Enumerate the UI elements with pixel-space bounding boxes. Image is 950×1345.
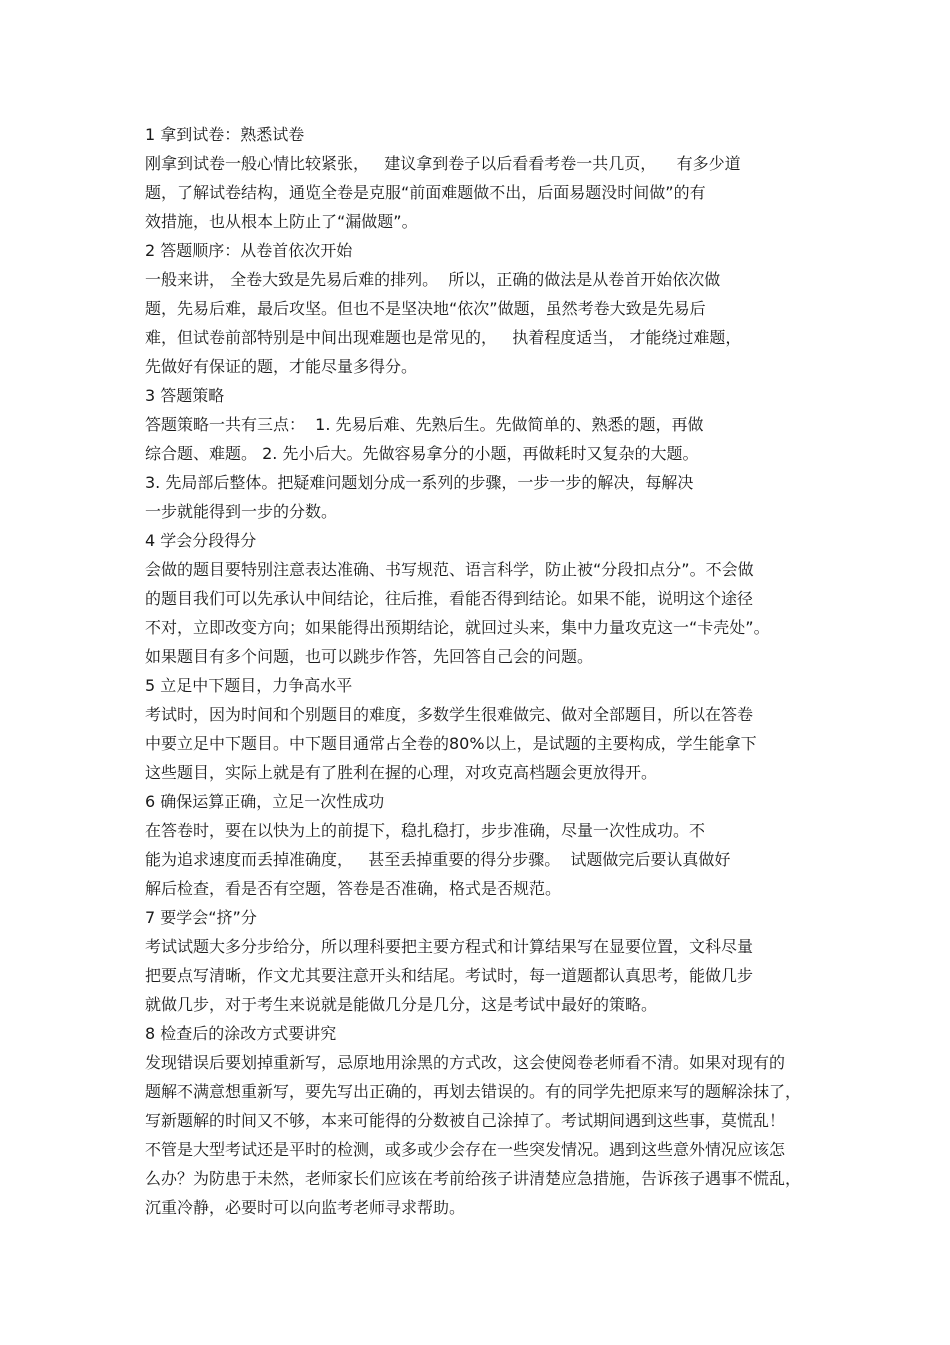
paragraph-line: 不管是大型考试还是平时的检测，或多或少会存在一些突发情况。遇到这些意外情况应该怎 [145,1140,786,1159]
paragraph-line: 题，了解试卷结构，通览全卷是克服“前面难题做不出，后面易题没时间做”的有 [145,183,706,202]
section-heading-4: 4 学会分段得分 [145,531,257,550]
paragraph-line: 的题目我们可以先承认中间结论，往后推，看能否得到结论。如果不能，说明这个途径 [145,589,754,608]
paragraph-line: 答题策略一共有三点： 1. 先易后难、先熟后生。先做简单的、熟悉的题，再做 [145,415,704,434]
section-heading-1: 1 拿到试卷：熟悉试卷 [145,125,305,144]
paragraph-line: 一般来讲， 全卷大致是先易后难的排列。 所以，正确的做法是从卷首开始依次做 [145,270,721,289]
paragraph-line: 中要立足中下题目。中下题目通常占全卷的80%以上，是试题的主要构成，学生能拿下 [145,734,757,753]
paragraph-line: 3. 先局部后整体。把疑难问题划分成一系列的步骤，一步一步的解决，每解决 [145,473,694,492]
paragraph-line: 刚拿到试卷一般心情比较紧张， 建议拿到卷子以后看看考卷一共几页， 有多少道 [145,154,741,173]
section-heading-3: 3 答题策略 [145,386,225,405]
paragraph-line: 考试时，因为时间和个别题目的难度，多数学生很难做完、做对全部题目，所以在答卷 [145,705,754,724]
paragraph-line: 考试试题大多分步给分，所以理科要把主要方程式和计算结果写在显要位置，文科尽量 [145,937,754,956]
paragraph-line: 不对，立即改变方向；如果能得出预期结论，就回过头来，集中力量攻克这一“卡壳处”。 [145,618,770,637]
paragraph-line: 题解不满意想重新写，要先写出正确的，再划去错误的。有的同学先把原来写的题解涂抹了， [145,1082,802,1101]
paragraph-line: 把要点写清晰，作文尤其要注意开头和结尾。考试时，每一道题都认真思考，能做几步 [145,966,754,985]
paragraph-line: 写新题解的时间又不够，本来可能得的分数被自己涂掉了。考试期间遇到这些事，莫慌乱！ [145,1111,786,1130]
paragraph-line: 先做好有保证的题，才能尽量多得分。 [145,357,418,376]
paragraph-line: 会做的题目要特别注意表达准确、书写规范、语言科学，防止被“分段扣点分”。不会做 [145,560,754,579]
paragraph-line: 这些题目，实际上就是有了胜利在握的心理，对攻克高档题会更放得开。 [145,763,658,782]
paragraph-line: 综合题、难题。 2. 先小后大。先做容易拿分的小题，再做耗时又复杂的大题。 [145,444,699,463]
paragraph-line: 能为追求速度而丢掉准确度， 甚至丢掉重要的得分步骤。 试题做完后要认真做好 [145,850,731,869]
paragraph-line: 在答卷时，要在以快为上的前提下，稳扎稳打，步步准确，尽量一次性成功。不 [145,821,706,840]
paragraph-line: 沉重冷静，必要时可以向监考老师寻求帮助。 [145,1198,466,1217]
section-heading-8: 8 检查后的涂改方式要讲究 [145,1024,337,1043]
paragraph-line: 题，先易后难，最后攻坚。但也不是坚决地“依次”做题，虽然考卷大致是先易后 [145,299,706,318]
paragraph-line: 么办？为防患于未然，老师家长们应该在考前给孩子讲清楚应急措施，告诉孩子遇事不慌乱， [145,1169,802,1188]
paragraph-line: 发现错误后要划掉重新写，忌原地用涂黑的方式改，这会使阅卷老师看不清。如果对现有的 [145,1053,786,1072]
section-heading-2: 2 答题顺序：从卷首依次开始 [145,241,353,260]
paragraph-line: 解后检查，看是否有空题，答卷是否准确，格式是否规范。 [145,879,562,898]
paragraph-line: 如果题目有多个问题，也可以跳步作答，先回答自己会的问题。 [145,647,594,666]
section-heading-5: 5 立足中下题目，力争高水平 [145,676,353,695]
section-heading-6: 6 确保运算正确，立足一次性成功 [145,792,385,811]
paragraph-line: 效措施，也从根本上防止了“漏做题”。 [145,212,418,231]
paragraph-line: 一步就能得到一步的分数。 [145,502,338,521]
paragraph-line: 就做几步，对于考生来说就是能做几分是几分，这是考试中最好的策略。 [145,995,658,1014]
section-heading-7: 7 要学会“挤”分 [145,908,257,927]
paragraph-line: 难，但试卷前部特别是中间出现难题也是常见的， 执着程度适当， 才能绕过难题， [145,328,742,347]
